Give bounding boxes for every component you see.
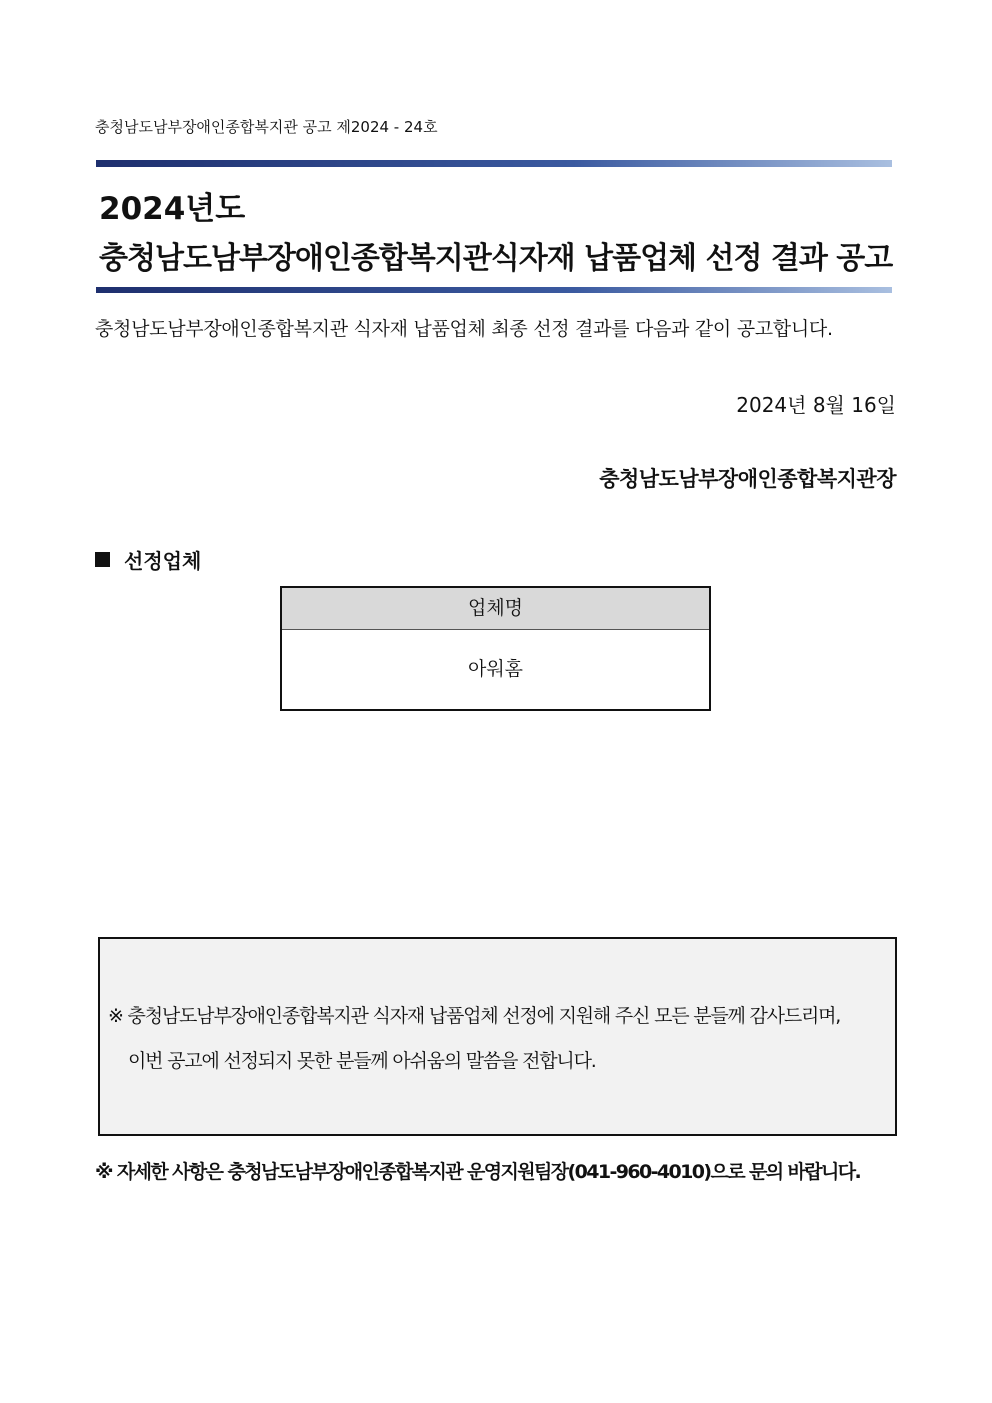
notice-line-2: 이번 공고에 선정되지 못한 분들께 아쉬움의 말씀을 전합니다. [128, 1050, 596, 1072]
intro-text: 충청남도남부장애인종합복지관 식자재 납품업체 최종 선정 결과를 다음과 같이 공고합니다. [95, 318, 833, 340]
notice-line-1: ※ 충청남도남부장애인종합복지관 식자재 납품업체 선정에 지원해 주신 모든 분들께 감사드리며, [108, 1005, 841, 1027]
issuer-name: 충청남도남부장애인종합복지관장 [599, 467, 896, 491]
title-bottom-rule [96, 287, 892, 293]
vendor-table [280, 586, 711, 711]
vendor-table-header: 업체명 [282, 588, 709, 630]
announcement-date: 2024년 8월 16일 [736, 393, 896, 417]
table-row: 아워홈 [467, 658, 524, 680]
title-top-rule [96, 160, 892, 167]
page-title: 충청남도남부장애인종합복지관식자재 납품업체 선정 결과 공고 [99, 241, 893, 276]
section-heading-label: 선정업체 [124, 549, 202, 573]
title-year: 2024년도 [99, 191, 246, 227]
section-heading [95, 545, 201, 574]
document-number: 충청남도남부장애인종합복지관 공고 제2024 - 24호 [95, 118, 438, 136]
notice-box [98, 937, 897, 1136]
contact-note: ※ 자세한 사항은 충청남도남부장애인종합복지관 운영지원팀장(041-960-4010)으로 문의 바랍니다. [95, 1161, 861, 1183]
square-bullet-icon [95, 552, 110, 567]
